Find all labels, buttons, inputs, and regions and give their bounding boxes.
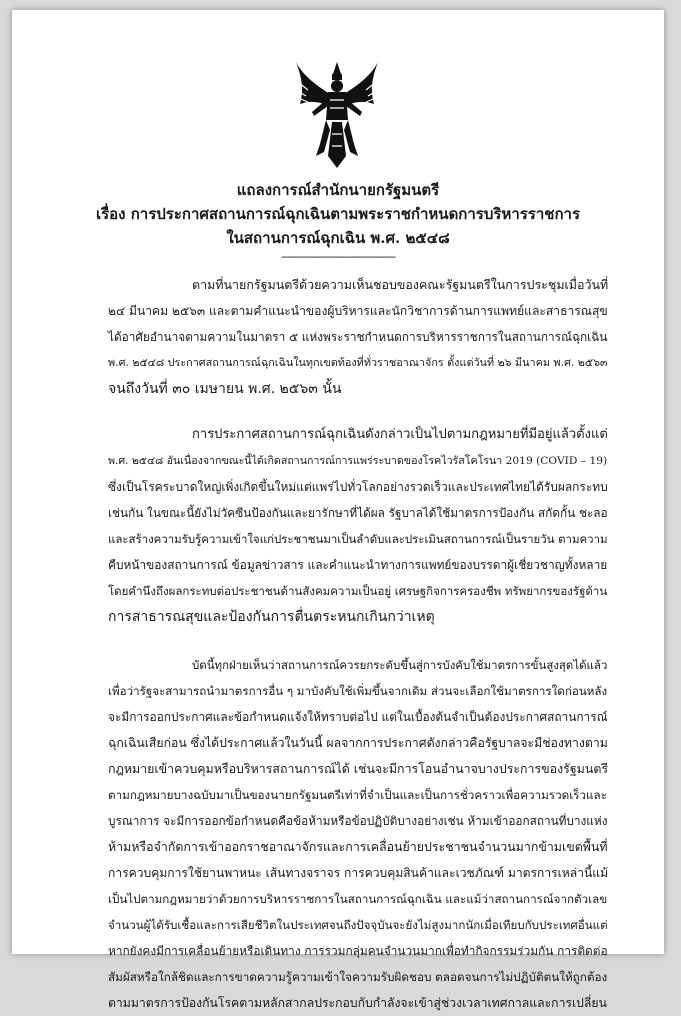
document-subject: เรื่อง การประกาศสถานการณ์ฉุกเฉินตามพระราชกำหนดการบริหารราชการ (95, 205, 581, 223)
paragraph-line: สัมผัสหรือใกล้ชิดและการขาดความรู้ความเข้าใจความรับผิดชอบ ตลอดจนการไม่ปฏิบัติตนให้ถูกต้อง (108, 970, 608, 984)
paragraph-line: การสาธารณสุขและป้องกันการตื่นตระหนกเกินกว่าเหตุ (108, 609, 435, 625)
paragraph-line: ห้ามหรือจำกัดการเข้าออกราชอาณาจักรและการเคลื่อนย้ายประชาชนจำนวนมากข้ามเขตพื้นที่ (108, 839, 608, 854)
document-issuer: แถลงการณ์สำนักนายกรัฐมนตรี (236, 181, 440, 199)
paragraph-line: ตามมาตรการป้องกันโรคตามหลักสากลประกอบกับกำลังจะเข้าสู่ช่วงเวลาเทศกาลและการเปลี่ยน (108, 996, 607, 1010)
paragraph-line: กฎหมายเข้าควบคุมหรือบริหารสถานการณ์ได้ เช่นจะมีการโอนอำนาจบางประการของรัฐมนตรี (108, 761, 609, 776)
paragraph-line: หากยังคงมีการเคลื่อนย้ายหรือเดินทาง การรวมกลุ่มคนจำนวนมากเพื่อทำกิจกรรมร่วมกัน การติดต่อ (108, 944, 608, 958)
paragraph-line: และสร้างความรับรู้ความเข้าใจแก่ประชาชนมาเป็นลำดับและประเมินสถานการณ์เป็นรายวัน ตามความ (108, 532, 608, 546)
paragraph-line: คืบหน้าของสถานการณ์ ข้อมูลข่าวสาร และคำแนะนำทางการแพทย์ของบรรดาผู้เชี่ยวชาญทั้งหลาย (108, 558, 608, 572)
paragraph-line: เช่นกัน ในขณะนี้ยังไม่วัคซีนป้องกันและยารักษาที่ได้ผล รัฐบาลได้ใช้มาตรการป้องกัน สกัดกั้น ชะลอ (108, 506, 608, 520)
paragraph-line: ตามกฎหมายบางฉบับมาเป็นของนายกรัฐมนตรีเท่าที่จำเป็นและเป็นการชั่วคราวเพื่อความรวดเร็วและ (108, 788, 607, 802)
paragraph-line: จนถึงวันที่ ๓๐ เมษายน พ.ศ. ๒๕๖๓ นั้น (108, 381, 342, 397)
paragraph-line: พ.ศ. ๒๕๔๘ ประกาศสถานการณ์ฉุกเฉินในทุกเขตท้องที่ทั่วราชอาณาจักร ตั้งแต่วันที่ ๒๖ มีนาคม พ.ศ. ๒๕๖๓ (108, 356, 608, 369)
paragraph-line: ตามที่นายกรัฐมนตรีด้วยความเห็นชอบของคณะรัฐมนตรีในการประชุมเมื่อวันที่ (192, 277, 609, 292)
paragraph-line: พ.ศ. ๒๕๔๘ อันเนื่องจากขณะนี้ได้เกิดสถานการณ์การแพร่ระบาดของโรคไวรัสโคโรนา 2019 (COVID – 19) (108, 454, 608, 467)
header-divider: ------------------------------------------ (280, 250, 396, 263)
paragraph-line: ได้อาศัยอำนาจตามความในมาตรา ๕ แห่งพระราชกำหนดการบริหารราชการในสถานการณ์ฉุกเฉิน (108, 330, 608, 344)
paragraph-line: เป็นไปตามกฎหมายว่าด้วยการบริหารราชการในสถานการณ์ฉุกเฉิน และแม้ว่าสถานการณ์จากตัวเลข (108, 892, 608, 906)
paragraph-line: บัดนี้ทุกฝ่ายเห็นว่าสถานการณ์ควรยกระดับขึ้นสู่การบังคับใช้มาตรการขั้นสูงสุดได้แล้ว (192, 658, 608, 672)
paragraph-line: ฉุกเฉินเสียก่อน ซึ่งได้ประกาศแล้วในวันนี้ ผลจากการประกาศดังกล่าวคือรัฐบาลจะมีช่องทางตาม (108, 736, 608, 750)
paragraph-line: ซึ่งเป็นโรคระบาดใหญ่เพิ่งเกิดขึ้นใหม่แต่แพร่ไปทั่วโลกอย่างรวดเร็วและประเทศไทยได้รับผลกระทบ (108, 480, 608, 494)
document-page (12, 10, 664, 1010)
paragraph-line: จำนวนผู้ได้รับเชื้อและการเสียชีวิตในประเทศจนถึงปัจจุบันจะยังไม่สูงมากนักเมื่อเทียบกับประเทศอื่นแต่ (108, 918, 608, 932)
paragraph-line: เพื่อว่ารัฐจะสามารถนำมาตรการอื่น ๆ มาบังคับใช้เพิ่มขึ้นจากเดิม ส่วนจะเลือกใช้มาตรการใดก่อนหลัง (108, 684, 608, 698)
document-subject-continued: ในสถานการณ์ฉุกเฉิน พ.ศ. ๒๕๔๘ (226, 229, 450, 247)
garuda-emblem-icon (292, 60, 382, 170)
paragraph-line: จะมีการออกประกาศและข้อกำหนดแจ้งให้ทราบต่อไป แต่ในเบื้องต้นจำเป็นต้องประกาศสถานการณ์ (108, 710, 608, 724)
paragraph-line: บูรณาการ จะมีการออกข้อกำหนดคือข้อห้ามหรือข้อปฏิบัติบางอย่างเช่น ห้ามเข้าออกสถานที่บางแห่ง (108, 814, 608, 828)
paragraph-line: โดยคำนึงถึงผลกระทบต่อประชาชนด้านสังคมความเป็นอยู่ เศรษฐกิจการครองชีพ ทรัพยากรของรัฐด้าน (108, 584, 608, 598)
paragraph-line: การประกาศสถานการณ์ฉุกเฉินดังกล่าวเป็นไปตามกฎหมายที่มีอยู่แล้วตั้งแต่ (192, 427, 608, 442)
paragraph-line: ๒๔ มีนาคม ๒๕๖๓ และตามคำแนะนำของผู้บริหารและนักวิชาการด้านการแพทย์และสาธารณสุข (108, 304, 608, 318)
paragraph-line: การควบคุมการใช้ยานพาหนะ เส้นทางจราจร การควบคุมสินค้าและเวชภัณฑ์ มาตรการเหล่านี้แม้ (108, 866, 609, 880)
